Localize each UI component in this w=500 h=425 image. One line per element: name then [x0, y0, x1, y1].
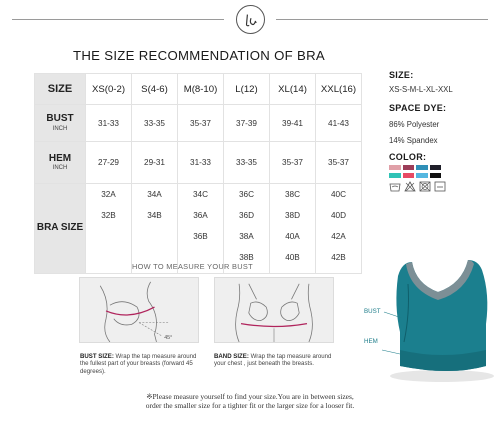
brand-header [0, 0, 500, 40]
table-cell: 35-37 [178, 105, 224, 142]
table-header-row [35, 74, 362, 105]
cup-cell [86, 184, 132, 274]
band-size-label: BAND SIZE: [214, 353, 249, 360]
cup-size: 36B [193, 232, 208, 241]
angle-label: 45° [164, 335, 173, 342]
footnote-line: order the smaller size for a tighter fit or the larger size for a looser fit. [145, 401, 355, 411]
column-header: L(12) [224, 74, 270, 105]
table-cell: 41-43 [316, 105, 362, 142]
cup-size: 38D [284, 211, 301, 220]
page-title: THE SIZE RECOMMENDATION OF BRA [72, 48, 325, 63]
row-header-bust [35, 105, 86, 142]
table-cell: 31-33 [86, 105, 132, 142]
column-header: XS(0-2) [86, 74, 132, 105]
cup-size: 34C [192, 190, 209, 199]
cup-cell [270, 184, 316, 274]
color-swatch[interactable] [430, 173, 442, 178]
row-header-bra-size: BRA SIZE [35, 184, 86, 274]
color-swatches [389, 165, 489, 170]
cup-size: 40B [285, 253, 300, 262]
bust-marker-label: BUST [364, 308, 381, 315]
cup-cell [132, 184, 178, 274]
cup-cell [178, 184, 224, 274]
color-swatches [389, 173, 489, 178]
color-swatch[interactable] [416, 165, 428, 170]
row-unit: INCH [52, 125, 68, 132]
bust-size-label: BUST SIZE: [80, 353, 114, 360]
measure-title: HOW TO MEASURE YOUR BUST [132, 262, 253, 271]
row-label: BUST [46, 113, 74, 125]
cup-size: 42B [331, 253, 346, 262]
band-size-instruction [214, 353, 338, 368]
table-row [35, 142, 362, 184]
cup-size: 34B [147, 211, 162, 220]
material-value: 14% Spandex [389, 136, 438, 145]
size-table [34, 73, 362, 274]
table-cell: 35-37 [316, 142, 362, 184]
color-swatch[interactable] [389, 165, 401, 170]
material-label: SPACE DYE: [389, 103, 447, 113]
table-row [35, 105, 362, 142]
flat-dry-icon [434, 181, 446, 192]
band-measure-illustration [214, 277, 334, 343]
divider-line [12, 19, 224, 20]
color-swatch[interactable] [403, 165, 415, 170]
band-size-text: Wrap the tap measure around your chest , just beneath the breasts. [214, 353, 332, 368]
product-info [389, 70, 489, 192]
color-swatch[interactable] [403, 173, 415, 178]
cup-size: 40D [330, 211, 347, 220]
no-bleach-icon [404, 181, 416, 192]
color-swatch[interactable] [416, 173, 428, 178]
no-tumble-dry-icon [419, 181, 431, 192]
table-cell: 31-33 [178, 142, 224, 184]
table-cell: 37-39 [224, 105, 270, 142]
row-unit: INCH [52, 165, 68, 172]
color-swatch[interactable] [389, 173, 401, 178]
color-swatch[interactable] [430, 165, 442, 170]
divider-line [276, 19, 488, 20]
size-label: SIZE: [389, 70, 414, 80]
cup-size: 36A [193, 211, 208, 220]
table-cell: 33-35 [224, 142, 270, 184]
cup-size: 36D [238, 211, 255, 220]
size-value: XS-S-M-L-XL-XXL [389, 85, 453, 94]
cup-size: 38C [284, 190, 301, 199]
table-corner-cell: SIZE [35, 74, 86, 105]
hand-wash-icon [389, 181, 401, 192]
color-label: COLOR: [389, 152, 427, 162]
cup-size: 38A [239, 232, 254, 241]
footnote-line: ※Please measure yourself to find your size.You are in between sizes, [146, 392, 354, 401]
table-cell: 39-41 [270, 105, 316, 142]
column-header: XXL(16) [316, 74, 362, 105]
bust-measure-illustration [79, 277, 199, 343]
column-header: M(8-10) [178, 74, 224, 105]
table-cell: 33-35 [132, 105, 178, 142]
product-image [350, 254, 500, 384]
cup-size: 32B [101, 211, 116, 220]
table-cell: 35-37 [270, 142, 316, 184]
cup-size: 40A [285, 232, 300, 241]
material-value: 86% Polyester [389, 120, 440, 129]
cup-cell [224, 184, 270, 274]
cup-size: 40C [330, 190, 347, 199]
footnote [0, 392, 500, 411]
column-header: XL(14) [270, 74, 316, 105]
hem-marker-label: HEM [364, 338, 378, 345]
table-row [35, 184, 362, 274]
table-cell: 29-31 [132, 142, 178, 184]
row-header-hem [35, 142, 86, 184]
bust-size-instruction [80, 353, 204, 375]
cup-size: 32A [101, 190, 116, 199]
brand-logo [236, 5, 265, 34]
bust-size-text: Wrap the tap measure around the fullest part of your breasts (forward 45 degrees). [80, 353, 197, 375]
row-label: HEM [48, 152, 72, 164]
table-cell: 27-29 [86, 142, 132, 184]
column-header: S(4-6) [132, 74, 178, 105]
cup-size: 38B [239, 253, 254, 262]
cup-size: 34A [147, 190, 162, 199]
cup-size: 36C [238, 190, 255, 199]
care-icons [389, 181, 489, 192]
cup-size: 42A [331, 232, 346, 241]
